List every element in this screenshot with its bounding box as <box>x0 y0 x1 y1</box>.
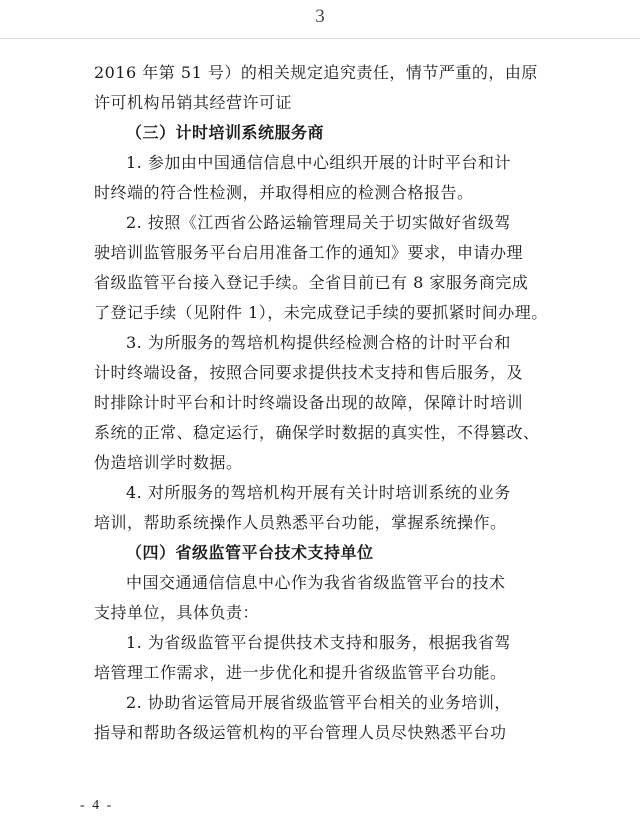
document-body <box>94 58 554 748</box>
text-line: 2. 协助省运管局开展省级监管平台相关的业务培训， <box>126 693 511 712</box>
text-line: 了登记手续（见附件 1），未完成登记手续的要抓紧时间办理。 <box>94 303 548 322</box>
scan-page-number: 3 <box>315 6 325 27</box>
paragraph-3-4 <box>94 478 554 538</box>
header-divider <box>0 38 640 39</box>
text-line: 省级监管平台接入登记手续。全省目前已有 8 家服务商完成 <box>94 273 529 292</box>
section-heading-3: （三）计时培训系统服务商 <box>126 123 325 142</box>
text-line: 4. 对所服务的驾培机构开展有关计时培训系统的业务 <box>126 483 511 502</box>
text-line: 计时终端设备，按照合同要求提供技术支持和售后服务，及 <box>94 363 524 382</box>
paragraph-4-2 <box>94 688 554 748</box>
text-line: 培管理工作需求，进一步优化和提升省级监管平台功能。 <box>94 663 507 682</box>
text-line: 时终端的符合性检测，并取得相应的检测合格报告。 <box>94 183 474 202</box>
text-line: 1. 为省级监管平台提供技术支持和服务，根据我省驾 <box>126 633 511 652</box>
text-line: 3. 为所服务的驾培机构提供经检测合格的计时平台和 <box>126 333 511 352</box>
text-line: 时排除计时平台和计时终端设备出现的故障，保障计时培训 <box>94 393 524 412</box>
text-line: 中国交通通信信息中心作为我省省级监管平台的技术 <box>126 573 506 592</box>
section-heading-4: （四）省级监管平台技术支持单位 <box>126 543 374 562</box>
footer-page-number: - 4 - <box>80 798 114 813</box>
paragraph-3-2 <box>94 208 554 328</box>
text-line: 指导和帮助各级运管机构的平台管理人员尽快熟悉平台功 <box>94 723 507 742</box>
paragraph-3-1 <box>94 148 554 208</box>
text-line: 2016 年第 51 号）的相关规定追究责任，情节严重的，由原 <box>94 63 538 82</box>
text-line: 系统的正常、稳定运行，确保学时数据的真实性，不得篡改、 <box>94 423 540 442</box>
text-line: 驶培训监管服务平台启用准备工作的通知》要求，申请办理 <box>94 243 524 262</box>
paragraph-4-1 <box>94 628 554 688</box>
text-line: 许可机构吊销其经营许可证 <box>94 93 293 112</box>
text-line: 2. 按照《江西省公路运输管理局关于切实做好省级驾 <box>126 213 511 232</box>
paragraph-continuation <box>94 58 554 118</box>
text-line: 培训，帮助系统操作人员熟悉平台功能，掌握系统操作。 <box>94 513 507 532</box>
text-line: 伪造培训学时数据。 <box>94 453 243 472</box>
paragraph-3-3 <box>94 328 554 478</box>
paragraph-4-0 <box>94 568 554 628</box>
text-line: 支持单位，具体负责： <box>94 603 260 622</box>
text-line: 1. 参加由中国通信信息中心组织开展的计时平台和计 <box>126 153 511 172</box>
